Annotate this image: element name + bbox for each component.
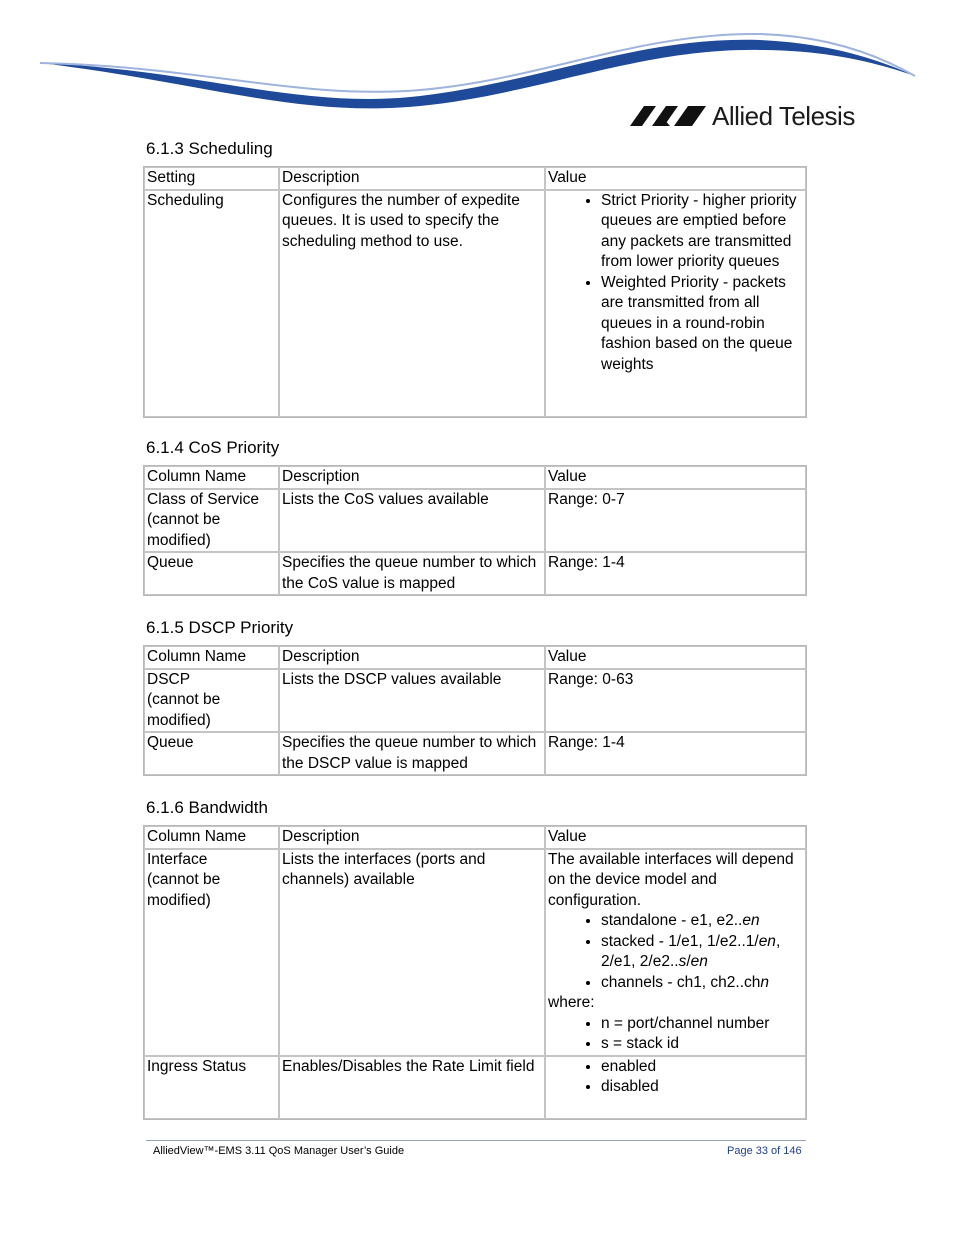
cell-value bbox=[545, 1056, 806, 1119]
table-header-row bbox=[144, 826, 806, 849]
table-row bbox=[144, 1056, 806, 1119]
list-item: • enabled bbox=[601, 1057, 803, 1078]
header-column-name: Column Name bbox=[144, 466, 279, 489]
cell-name-note: (cannot be modified) bbox=[147, 511, 221, 549]
cell-column-name bbox=[144, 849, 279, 1056]
header-description: Description bbox=[279, 167, 545, 190]
cell-name-note: (cannot be modified) bbox=[147, 691, 221, 729]
table-row bbox=[144, 552, 806, 595]
table-row bbox=[144, 190, 806, 417]
table-header-row bbox=[144, 167, 806, 190]
header-value: Value bbox=[545, 466, 806, 489]
header-value: Value bbox=[545, 167, 806, 190]
section-title-bandwidth: 6.1.6 Bandwidth bbox=[146, 798, 268, 817]
list-item: • Strict Priority - higher priority queues are emptied before any packets are transmitted from lower priority queues bbox=[601, 191, 803, 273]
cell-value bbox=[545, 849, 806, 1056]
table-row bbox=[144, 732, 806, 775]
header-description: Description bbox=[279, 826, 545, 849]
cell-value bbox=[545, 190, 806, 417]
cell-value: Range: 0-7 bbox=[545, 489, 806, 553]
section-title-cos-priority: 6.1.4 CoS Priority bbox=[146, 438, 280, 457]
list-item: • disabled bbox=[601, 1077, 803, 1098]
value-intro: The available interfaces will depend on the device model and configuration. bbox=[548, 850, 794, 909]
cell-column-name bbox=[144, 489, 279, 553]
section-title-scheduling: 6.1.3 Scheduling bbox=[146, 139, 273, 158]
cell-description: Specifies the queue number to which the CoS value is mapped bbox=[279, 552, 545, 595]
cell-setting: Scheduling bbox=[144, 190, 279, 417]
cell-column-name bbox=[144, 669, 279, 733]
header-value: Value bbox=[545, 826, 806, 849]
scheduling-table bbox=[143, 166, 807, 418]
cell-description: Specifies the queue number to which the DSCP value is mapped bbox=[279, 732, 545, 775]
table-row bbox=[144, 849, 806, 1056]
brand-logo bbox=[630, 100, 855, 132]
header-description: Description bbox=[279, 646, 545, 669]
list-item: • Weighted Priority - packets are transmitted from all queues in a round-robin fashion based on the queue weights bbox=[601, 273, 803, 376]
list-item: • s = stack id bbox=[601, 1034, 803, 1055]
list-item: • standalone - e1, e2..en bbox=[601, 911, 803, 932]
cell-description: Enables/Disables the Rate Limit field bbox=[279, 1056, 545, 1119]
footer-page-number: Page 33 of 146 bbox=[727, 1145, 802, 1157]
table-row bbox=[144, 489, 806, 553]
footer-divider bbox=[146, 1140, 806, 1141]
header-column-name: Column Name bbox=[144, 826, 279, 849]
cell-description: Configures the number of expedite queues. It is used to specify the scheduling method to use. bbox=[279, 190, 545, 417]
cell-description: Lists the DSCP values available bbox=[279, 669, 545, 733]
cell-value: Range: 1-4 bbox=[545, 552, 806, 595]
header-description: Description bbox=[279, 466, 545, 489]
cell-value: Range: 0-63 bbox=[545, 669, 806, 733]
list-item: • n = port/channel number bbox=[601, 1014, 803, 1035]
allied-telesis-logo-icon bbox=[630, 106, 706, 126]
cell-value: Range: 1-4 bbox=[545, 732, 806, 775]
cell-column-name: Ingress Status bbox=[144, 1056, 279, 1119]
header-value: Value bbox=[545, 646, 806, 669]
cos-priority-table bbox=[143, 465, 807, 596]
cell-description: Lists the interfaces (ports and channels) available bbox=[279, 849, 545, 1056]
list-item: • channels - ch1, ch2..chn bbox=[601, 973, 803, 994]
table-row bbox=[144, 669, 806, 733]
header-setting: Setting bbox=[144, 167, 279, 190]
cell-column-name: Queue bbox=[144, 732, 279, 775]
cell-name-line: DSCP bbox=[147, 670, 191, 688]
section-title-dscp-priority: 6.1.5 DSCP Priority bbox=[146, 618, 294, 637]
footer-document-title: AlliedView™-EMS 3.11 QoS Manager User’s Guide bbox=[153, 1145, 405, 1157]
header-column-name: Column Name bbox=[144, 646, 279, 669]
cell-description: Lists the CoS values available bbox=[279, 489, 545, 553]
list-item: • stacked - 1/e1, 1/e2..1/en, 2/e1, 2/e2..s/en bbox=[601, 932, 803, 973]
table-header-row bbox=[144, 646, 806, 669]
cell-name-line: Interface bbox=[147, 850, 208, 868]
brand-wordmark: Allied Telesis bbox=[712, 100, 855, 131]
dscp-priority-table bbox=[143, 645, 807, 776]
cell-name-line: Class of Service bbox=[147, 490, 259, 508]
bandwidth-table bbox=[143, 825, 807, 1120]
table-header-row bbox=[144, 466, 806, 489]
value-where: where: bbox=[548, 994, 595, 1011]
cell-column-name: Queue bbox=[144, 552, 279, 595]
cell-name-note: (cannot be modified) bbox=[147, 871, 221, 909]
